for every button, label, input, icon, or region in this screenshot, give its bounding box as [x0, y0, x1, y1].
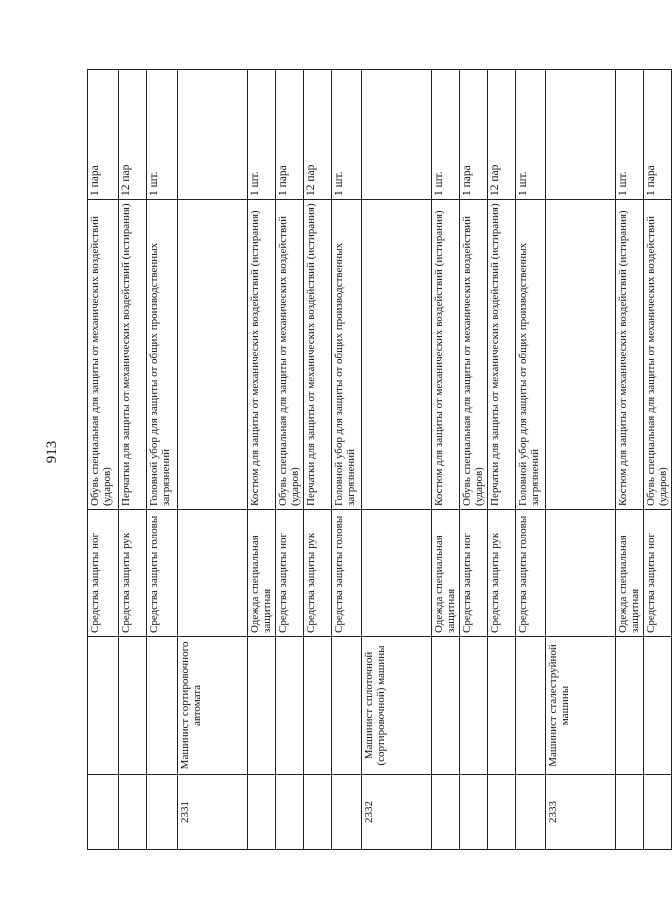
row-code-cell — [276, 775, 304, 850]
protective-item-cell: Костюм для защиты от механических воздействий (истирания) — [248, 200, 276, 510]
profession-name-cell — [460, 637, 488, 775]
table-row — [178, 70, 248, 850]
protection-category-cell: Одежда специальная защитная — [248, 510, 276, 637]
profession-name-cell: Машинист сталеструйной машины — [546, 637, 616, 775]
protection-category-cell: Средства защиты рук — [488, 510, 516, 637]
profession-name-cell — [432, 637, 460, 775]
row-code-cell: 2331 — [178, 775, 248, 850]
issue-quantity-cell: 1 пара — [276, 70, 304, 200]
issue-quantity-cell: 1 пара — [644, 70, 672, 200]
protection-category-cell: Средства защиты рук — [119, 510, 147, 637]
issue-quantity-cell: 1 шт. — [332, 70, 362, 200]
profession-name-cell — [248, 637, 276, 775]
issue-quantity-cell: 1 шт. — [147, 70, 178, 200]
protective-item-cell: Обувь специальная для защиты от механических воздействий (ударов) — [276, 200, 304, 510]
row-code-cell — [119, 775, 147, 850]
protective-item-cell: Перчатки для защиты от механических воздействий (истирания) — [304, 200, 332, 510]
row-code-cell — [460, 775, 488, 850]
profession-name-cell — [332, 637, 362, 775]
profession-name-cell — [488, 637, 516, 775]
table-row — [362, 70, 432, 850]
profession-name-cell — [147, 637, 178, 775]
protective-item-cell: Обувь специальная для защиты от механических воздействий (ударов) — [88, 200, 119, 510]
issue-quantity-cell — [178, 70, 248, 200]
row-code-cell — [488, 775, 516, 850]
table-row — [147, 70, 178, 850]
table-row — [248, 70, 276, 850]
table-row — [332, 70, 362, 850]
protective-item-cell: Обувь специальная для защиты от механических воздействий (ударов) — [460, 200, 488, 510]
table-row — [119, 70, 147, 850]
issue-quantity-cell: 12 пар — [488, 70, 516, 200]
table-row — [432, 70, 460, 850]
protection-category-cell — [362, 510, 432, 637]
protective-item-cell: Костюм для защиты от механических воздействий (истирания) — [616, 200, 644, 510]
protective-item-cell: Перчатки для защиты от механических воздействий (истирания) — [119, 200, 147, 510]
profession-name-cell: Машинист сортировочного автомата — [178, 637, 248, 775]
profession-name-cell — [88, 637, 119, 775]
protection-category-cell: Одежда специальная защитная — [616, 510, 644, 637]
table-row — [488, 70, 516, 850]
protection-category-cell: Одежда специальная защитная — [432, 510, 460, 637]
protective-item-cell: Головной убор для защиты от общих производственных загрязнений — [332, 200, 362, 510]
protection-category-cell: Средства защиты головы — [516, 510, 546, 637]
profession-name-cell — [304, 637, 332, 775]
issue-quantity-cell — [546, 70, 616, 200]
row-code-cell — [248, 775, 276, 850]
protective-item-cell: Головной убор для защиты от общих производственных загрязнений — [147, 200, 178, 510]
protection-category-cell: Средства защиты головы — [332, 510, 362, 637]
row-code-cell: 2332 — [362, 775, 432, 850]
protection-category-cell: Средства защиты рук — [304, 510, 332, 637]
protection-category-cell: Средства защиты ног — [460, 510, 488, 637]
table-row — [276, 70, 304, 850]
profession-name-cell — [276, 637, 304, 775]
protection-category-cell — [178, 510, 248, 637]
protective-item-cell: Головной убор для защиты от общих производственных загрязнений — [516, 200, 546, 510]
profession-name-cell: Машинист сплоточной (сортировочной) машины — [362, 637, 432, 775]
table-body — [88, 70, 672, 850]
ppe-norms-table — [87, 69, 672, 850]
protective-item-cell — [178, 200, 248, 510]
row-code-cell — [516, 775, 546, 850]
table-row — [644, 70, 672, 850]
protection-category-cell — [546, 510, 616, 637]
table-row — [616, 70, 644, 850]
issue-quantity-cell: 1 шт. — [432, 70, 460, 200]
protective-item-cell: Перчатки для защиты от механических воздействий (истирания) — [488, 200, 516, 510]
protection-category-cell: Средства защиты ног — [276, 510, 304, 637]
issue-quantity-cell: 1 пара — [88, 70, 119, 200]
profession-name-cell — [516, 637, 546, 775]
row-code-cell — [332, 775, 362, 850]
profession-name-cell — [616, 637, 644, 775]
profession-name-cell — [119, 637, 147, 775]
table-row — [546, 70, 616, 850]
protective-item-cell: Костюм для защиты от механических воздействий (истирания) — [432, 200, 460, 510]
row-code-cell — [644, 775, 672, 850]
page-number: 913 — [44, 440, 60, 464]
protection-category-cell: Средства защиты ног — [644, 510, 672, 637]
issue-quantity-cell: 12 пар — [304, 70, 332, 200]
protective-item-cell: Обувь специальная для защиты от механических воздействий (ударов) — [644, 200, 672, 510]
issue-quantity-cell: 1 шт. — [248, 70, 276, 200]
row-code-cell — [88, 775, 119, 850]
issue-quantity-cell: 1 шт. — [516, 70, 546, 200]
table-row — [516, 70, 546, 850]
protection-category-cell: Средства защиты ног — [88, 510, 119, 637]
row-code-cell — [432, 775, 460, 850]
protective-item-cell — [362, 200, 432, 510]
issue-quantity-cell: 1 пара — [460, 70, 488, 200]
profession-name-cell — [644, 637, 672, 775]
row-code-cell — [304, 775, 332, 850]
issue-quantity-cell: 12 пар — [119, 70, 147, 200]
issue-quantity-cell — [362, 70, 432, 200]
protection-category-cell: Средства защиты головы — [147, 510, 178, 637]
row-code-cell — [147, 775, 178, 850]
row-code-cell — [616, 775, 644, 850]
ppe-norms-table-wrapper — [87, 70, 669, 850]
protective-item-cell — [546, 200, 616, 510]
table-row — [88, 70, 119, 850]
row-code-cell: 2333 — [546, 775, 616, 850]
issue-quantity-cell: 1 шт. — [616, 70, 644, 200]
table-row — [304, 70, 332, 850]
table-row — [460, 70, 488, 850]
